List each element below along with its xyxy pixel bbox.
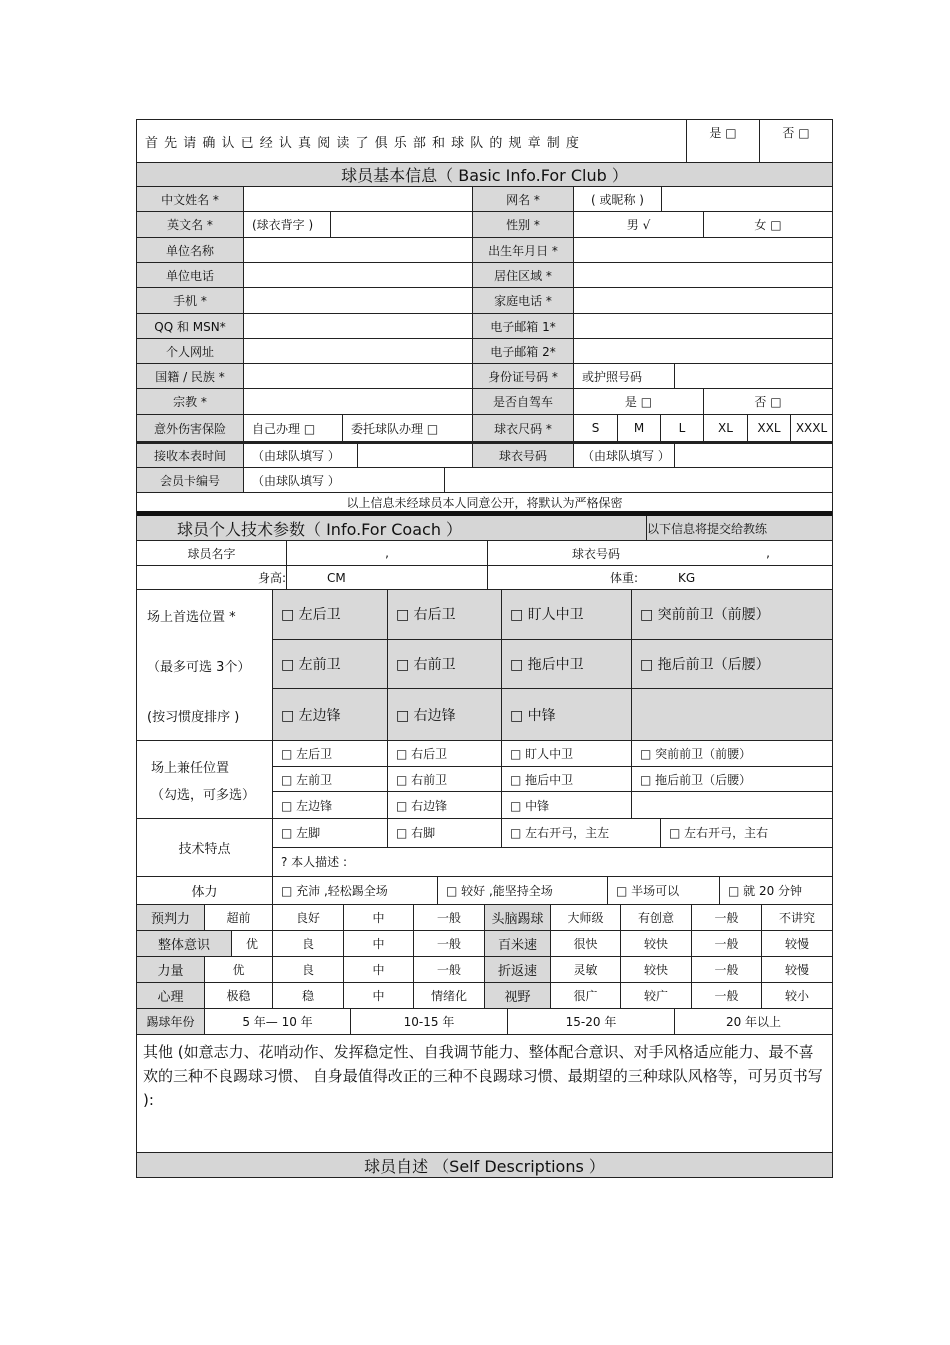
confirm-yes-checkbox[interactable]: 是 □ — [687, 120, 760, 162]
field-label: 球衣尺码 * — [473, 415, 574, 441]
rating-option[interactable]: 一般 — [692, 931, 762, 956]
confirm-row — [137, 120, 832, 163]
basic-row — [137, 288, 832, 314]
position-row — [273, 640, 832, 690]
self-desc-header — [137, 1153, 832, 1177]
stamina-row — [137, 877, 832, 905]
tech-info-note: 以下信息将提交给教练 — [647, 521, 768, 536]
self-desc-title: 球员自述 （Self Descriptions ） — [364, 1156, 605, 1176]
basic-row — [137, 339, 832, 364]
rating-label: 心理 — [137, 983, 205, 1008]
position-option[interactable]: □ 盯人中卫 — [502, 590, 632, 639]
rating-option[interactable]: 灵敏 — [551, 957, 621, 982]
receive-time-input[interactable] — [358, 444, 473, 467]
preferred-position-block — [137, 590, 832, 741]
basic-row — [137, 263, 832, 288]
rating-row — [137, 983, 832, 1009]
position-row — [273, 741, 832, 767]
preferred-position-limit: （最多可选 3个） — [147, 659, 251, 675]
rating-option[interactable]: 较快 — [621, 957, 692, 982]
skill-block — [137, 819, 832, 877]
alt-position-title: 场上兼任位置 — [151, 760, 230, 776]
rating-option[interactable]: 超前 — [205, 905, 273, 930]
rating-option[interactable]: 较慢 — [784, 963, 809, 977]
english-name-input[interactable] — [331, 212, 473, 237]
player-name-input[interactable] — [287, 541, 488, 565]
self-desc-row — [273, 848, 832, 876]
separator: , — [385, 546, 389, 560]
foot-option[interactable]: □ 左右开弓，主左 — [502, 819, 661, 847]
team-fill-hint: （由球队填写 ） — [574, 444, 675, 467]
field-label: 会员卡编号 — [137, 468, 244, 492]
self-desc-input[interactable]: ? 本人描述 : — [281, 855, 348, 870]
jersey-no-input[interactable] — [704, 541, 832, 565]
stamina-label: 体力 — [137, 877, 273, 904]
basic-row — [137, 389, 832, 415]
foot-option[interactable]: □ 左右开弓，主右 — [669, 826, 769, 841]
alt-position-option[interactable]: □ 拖后前卫（后腰） — [640, 772, 752, 787]
rating-option[interactable]: 一般 — [692, 957, 762, 982]
alt-position-option[interactable]: □ 左前卫 — [273, 767, 388, 792]
alt-position-option[interactable]: □ 右前卫 — [388, 767, 502, 792]
weight-label: 体重: — [609, 571, 638, 585]
rating-option[interactable]: 很快 — [551, 931, 621, 956]
height-label: 身高: — [137, 566, 287, 589]
mobile-input[interactable] — [244, 288, 473, 313]
qq-msn-input[interactable] — [244, 314, 473, 338]
rating-row — [137, 931, 832, 957]
drive-no-checkbox[interactable]: 否 □ — [754, 395, 782, 409]
rating-label: 头脑踢球 — [485, 905, 551, 930]
other-row — [137, 1035, 832, 1153]
size-xxxl-option[interactable]: XXXL — [795, 421, 828, 435]
preferred-position-grid — [273, 590, 832, 740]
foot-option[interactable]: □ 左脚 — [273, 819, 388, 847]
nationality-input[interactable] — [244, 364, 473, 388]
basic-row — [137, 314, 832, 339]
basic-row — [137, 364, 832, 389]
position-option[interactable]: □ 拖后中卫 — [502, 640, 632, 689]
religion-input[interactable] — [244, 389, 473, 414]
stamina-option[interactable]: □ 半场可以 — [608, 877, 720, 904]
rating-row — [137, 957, 832, 983]
rating-label: 折返速 — [485, 957, 551, 982]
email1-input[interactable] — [574, 314, 832, 338]
email2-input[interactable] — [574, 339, 832, 363]
rating-option[interactable]: 中 — [344, 931, 414, 956]
preferred-position-title: 场上首选位置 * — [147, 609, 236, 625]
position-option-empty — [632, 689, 832, 740]
rating-option[interactable]: 较快 — [621, 931, 692, 956]
field-label: 个人网址 — [137, 339, 244, 363]
years-label: 踢球年份 — [137, 1009, 205, 1034]
position-row — [273, 590, 832, 640]
alt-position-label — [137, 741, 273, 818]
field-label: 出生年月日 * — [473, 238, 574, 262]
stamina-option[interactable]: □ 充沛 ,轻松踢全场 — [273, 877, 438, 904]
website-input[interactable] — [244, 339, 473, 363]
confirm-no-checkbox[interactable]: 否 □ — [782, 126, 810, 140]
field-label: 单位电话 — [137, 263, 244, 287]
stamina-option[interactable]: □ 就 20 分钟 — [728, 884, 803, 898]
basic-row — [137, 442, 832, 468]
stamina-option[interactable]: □ 较好 ,能坚持全场 — [438, 877, 608, 904]
nickname-hint: ( 或昵称 ) — [574, 187, 662, 211]
tech-row — [137, 541, 832, 566]
position-option[interactable]: □ 左后卫 — [273, 590, 388, 639]
field-label: 网名 * — [473, 187, 574, 211]
position-option[interactable]: □ 左前卫 — [273, 640, 388, 689]
years-row — [137, 1009, 832, 1035]
rating-option[interactable]: 良 — [273, 957, 344, 982]
basic-row — [137, 468, 832, 493]
rating-option[interactable]: 一般 — [692, 905, 762, 930]
rating-option[interactable]: 稳 — [273, 983, 344, 1008]
field-label: 手机 * — [137, 288, 244, 313]
alt-position-option[interactable]: □ 拖后中卫 — [502, 767, 632, 792]
field-label: 宗教 * — [137, 389, 244, 414]
birthdate-input[interactable] — [574, 238, 832, 262]
alt-position-option[interactable]: □ 左后卫 — [273, 741, 388, 766]
rating-label: 整体意识 — [137, 931, 232, 956]
drive-yes-checkbox[interactable]: 是 □ — [574, 389, 704, 414]
alt-position-hint: （勾选，可多选） — [151, 787, 256, 803]
rating-option[interactable]: 一般 — [414, 957, 485, 982]
field-label: 身份证号码 * — [473, 364, 574, 388]
member-card-input[interactable] — [445, 468, 832, 492]
skill-label: 技术特点 — [137, 819, 273, 876]
rating-label: 视野 — [485, 983, 551, 1008]
size-xxl-option[interactable]: XXL — [748, 415, 791, 441]
rating-label: 力量 — [137, 957, 205, 982]
chinese-name-input[interactable] — [244, 187, 473, 211]
alt-position-option[interactable]: □ 盯人中卫 — [502, 741, 632, 766]
alt-position-option[interactable]: □ 中锋 — [502, 792, 632, 818]
team-fill-hint: （由球队填写 ） — [244, 444, 358, 467]
nickname-input[interactable] — [662, 187, 832, 211]
rating-label: 百米速 — [485, 931, 551, 956]
team-fill-hint: （由球队填写 ） — [244, 468, 445, 492]
size-l-option[interactable]: L — [661, 415, 704, 441]
rating-option[interactable]: 中 — [344, 983, 414, 1008]
field-label: 接收本表时间 — [137, 444, 244, 467]
basic-row — [137, 238, 832, 263]
rating-option[interactable]: 大师级 — [551, 905, 621, 930]
alt-position-option[interactable]: □ 突前前卫（前腰） — [640, 746, 752, 761]
field-label: 电子邮箱 2* — [473, 339, 574, 363]
rating-option[interactable]: 一般 — [414, 905, 485, 930]
position-option[interactable]: □ 右边锋 — [388, 689, 502, 740]
field-label: 意外伤害保险 — [137, 415, 244, 441]
rating-option[interactable]: 较慢 — [784, 937, 809, 951]
home-phone-input[interactable] — [574, 288, 832, 313]
position-option[interactable]: □ 突前前卫（前腰） — [640, 607, 770, 624]
alt-position-grid — [273, 741, 832, 818]
id-number-input[interactable] — [675, 364, 832, 388]
basic-info-title: 球员基本信息（ Basic Info.For Club ） — [341, 166, 628, 185]
company-input[interactable] — [244, 238, 473, 262]
position-option[interactable]: □ 右前卫 — [388, 640, 502, 689]
rating-label: 预判力 — [137, 905, 205, 930]
rating-option[interactable]: 极稳 — [205, 983, 273, 1008]
gender-female-checkbox[interactable]: 女 □ — [754, 218, 782, 232]
residence-input[interactable] — [574, 263, 832, 287]
position-option[interactable]: □ 右后卫 — [388, 590, 502, 639]
years-option[interactable]: 20 年以上 — [725, 1015, 782, 1029]
insurance-self-checkbox[interactable]: 自己办理 □ — [244, 415, 343, 441]
jersey-back-hint: (球衣背字 ) — [244, 212, 331, 237]
preferred-position-order: (按习惯度排序 ) — [147, 709, 240, 725]
rating-option[interactable]: 较小 — [784, 989, 809, 1003]
skill-grid — [273, 819, 832, 876]
rating-option[interactable]: 有创意 — [621, 905, 692, 930]
rating-option[interactable]: 良 — [273, 931, 344, 956]
position-option[interactable]: □ 左边锋 — [273, 689, 388, 740]
field-label: 单位名称 — [137, 238, 244, 262]
field-label: 居住区域 * — [473, 263, 574, 287]
rating-option[interactable]: 一般 — [692, 983, 762, 1008]
alt-position-block — [137, 741, 832, 819]
registration-form — [136, 119, 833, 1178]
tech-info-header — [137, 516, 832, 541]
rating-option[interactable]: 中 — [344, 905, 414, 930]
rating-option[interactable]: 很广 — [551, 983, 621, 1008]
passport-hint: 或护照号码 — [574, 364, 675, 388]
tech-info-title: 球员个人技术参数（ Info.For Coach ） — [137, 516, 647, 540]
position-row — [273, 792, 832, 818]
field-label: 电子邮箱 1* — [473, 314, 574, 338]
privacy-note-row — [137, 493, 832, 516]
position-row — [273, 767, 832, 793]
rating-option[interactable]: 良好 — [273, 905, 344, 930]
field-label: 国籍 / 民族 * — [137, 364, 244, 388]
tech-row — [137, 566, 832, 590]
rating-option[interactable]: 情绪化 — [414, 983, 485, 1008]
jersey-number-input[interactable] — [675, 444, 832, 467]
privacy-note: 以上信息未经球员本人同意公开，将默认为严格保密 — [346, 495, 623, 510]
basic-row — [137, 187, 832, 212]
field-label: 家庭电话 * — [473, 288, 574, 313]
player-name-label: 球员名字 — [137, 541, 287, 565]
years-option[interactable]: 10-15 年 — [351, 1009, 508, 1034]
rating-option[interactable]: 优 — [205, 957, 273, 982]
field-label: 球衣号码 — [473, 444, 574, 467]
preferred-position-label — [137, 590, 273, 740]
size-m-option[interactable]: M — [618, 415, 661, 441]
work-phone-input[interactable] — [244, 263, 473, 287]
foot-option[interactable]: □ 右脚 — [388, 819, 502, 847]
other-notes-textarea[interactable]: 其他 (如意志力、花哨动作、发挥稳定性、自我调节能力、整体配合意识、对手风格适应能力、最不喜欢的三种不良踢球习惯、 自身最值得改正的三种不良踢球习惯、最期望的三种球队风格等，可另页书写 ): — [143, 1043, 823, 1109]
alt-position-option-empty — [632, 792, 832, 818]
rating-option[interactable]: 优 — [232, 931, 273, 956]
field-label: 中文姓名 * — [137, 187, 244, 211]
alt-position-option[interactable]: □ 右后卫 — [388, 741, 502, 766]
foot-row — [273, 819, 832, 848]
height-unit: CM — [287, 566, 488, 589]
separator: , — [766, 546, 770, 560]
size-xl-option[interactable]: XL — [704, 415, 748, 441]
jersey-no-label: 球衣号码 — [571, 546, 620, 561]
position-row — [273, 689, 832, 740]
alt-position-option[interactable]: □ 左边锋 — [273, 792, 388, 818]
basic-info-header — [137, 163, 832, 187]
rating-option[interactable]: 不讲究 — [778, 911, 815, 925]
rating-row — [137, 905, 832, 931]
confirm-text: 首 先 请 确 认 已 经 认 真 阅 读 了 俱 乐 部 和 球 队 的 规 章 制 度 — [137, 120, 687, 162]
field-label: 性别 * — [473, 212, 574, 237]
basic-row — [137, 212, 832, 238]
gender-male-checkbox[interactable]: 男 √ — [574, 212, 704, 237]
position-option[interactable]: □ 拖后前卫（后腰） — [640, 657, 770, 673]
years-option[interactable]: 5 年— 10 年 — [205, 1009, 351, 1034]
size-s-option[interactable]: S — [574, 415, 618, 441]
years-option[interactable]: 15-20 年 — [508, 1009, 675, 1034]
basic-row — [137, 415, 832, 442]
field-label: QQ 和 MSN* — [137, 314, 244, 338]
weight-unit: KG — [678, 570, 696, 585]
rating-option[interactable]: 一般 — [414, 931, 485, 956]
rating-option[interactable]: 较广 — [621, 983, 692, 1008]
insurance-team-checkbox[interactable]: 委托球队办理 □ — [343, 415, 473, 441]
alt-position-option[interactable]: □ 右边锋 — [388, 792, 502, 818]
field-label: 英文名 * — [137, 212, 244, 237]
rating-option[interactable]: 中 — [344, 957, 414, 982]
field-label: 是否自驾车 — [473, 389, 574, 414]
position-option[interactable]: □ 中锋 — [502, 689, 632, 740]
